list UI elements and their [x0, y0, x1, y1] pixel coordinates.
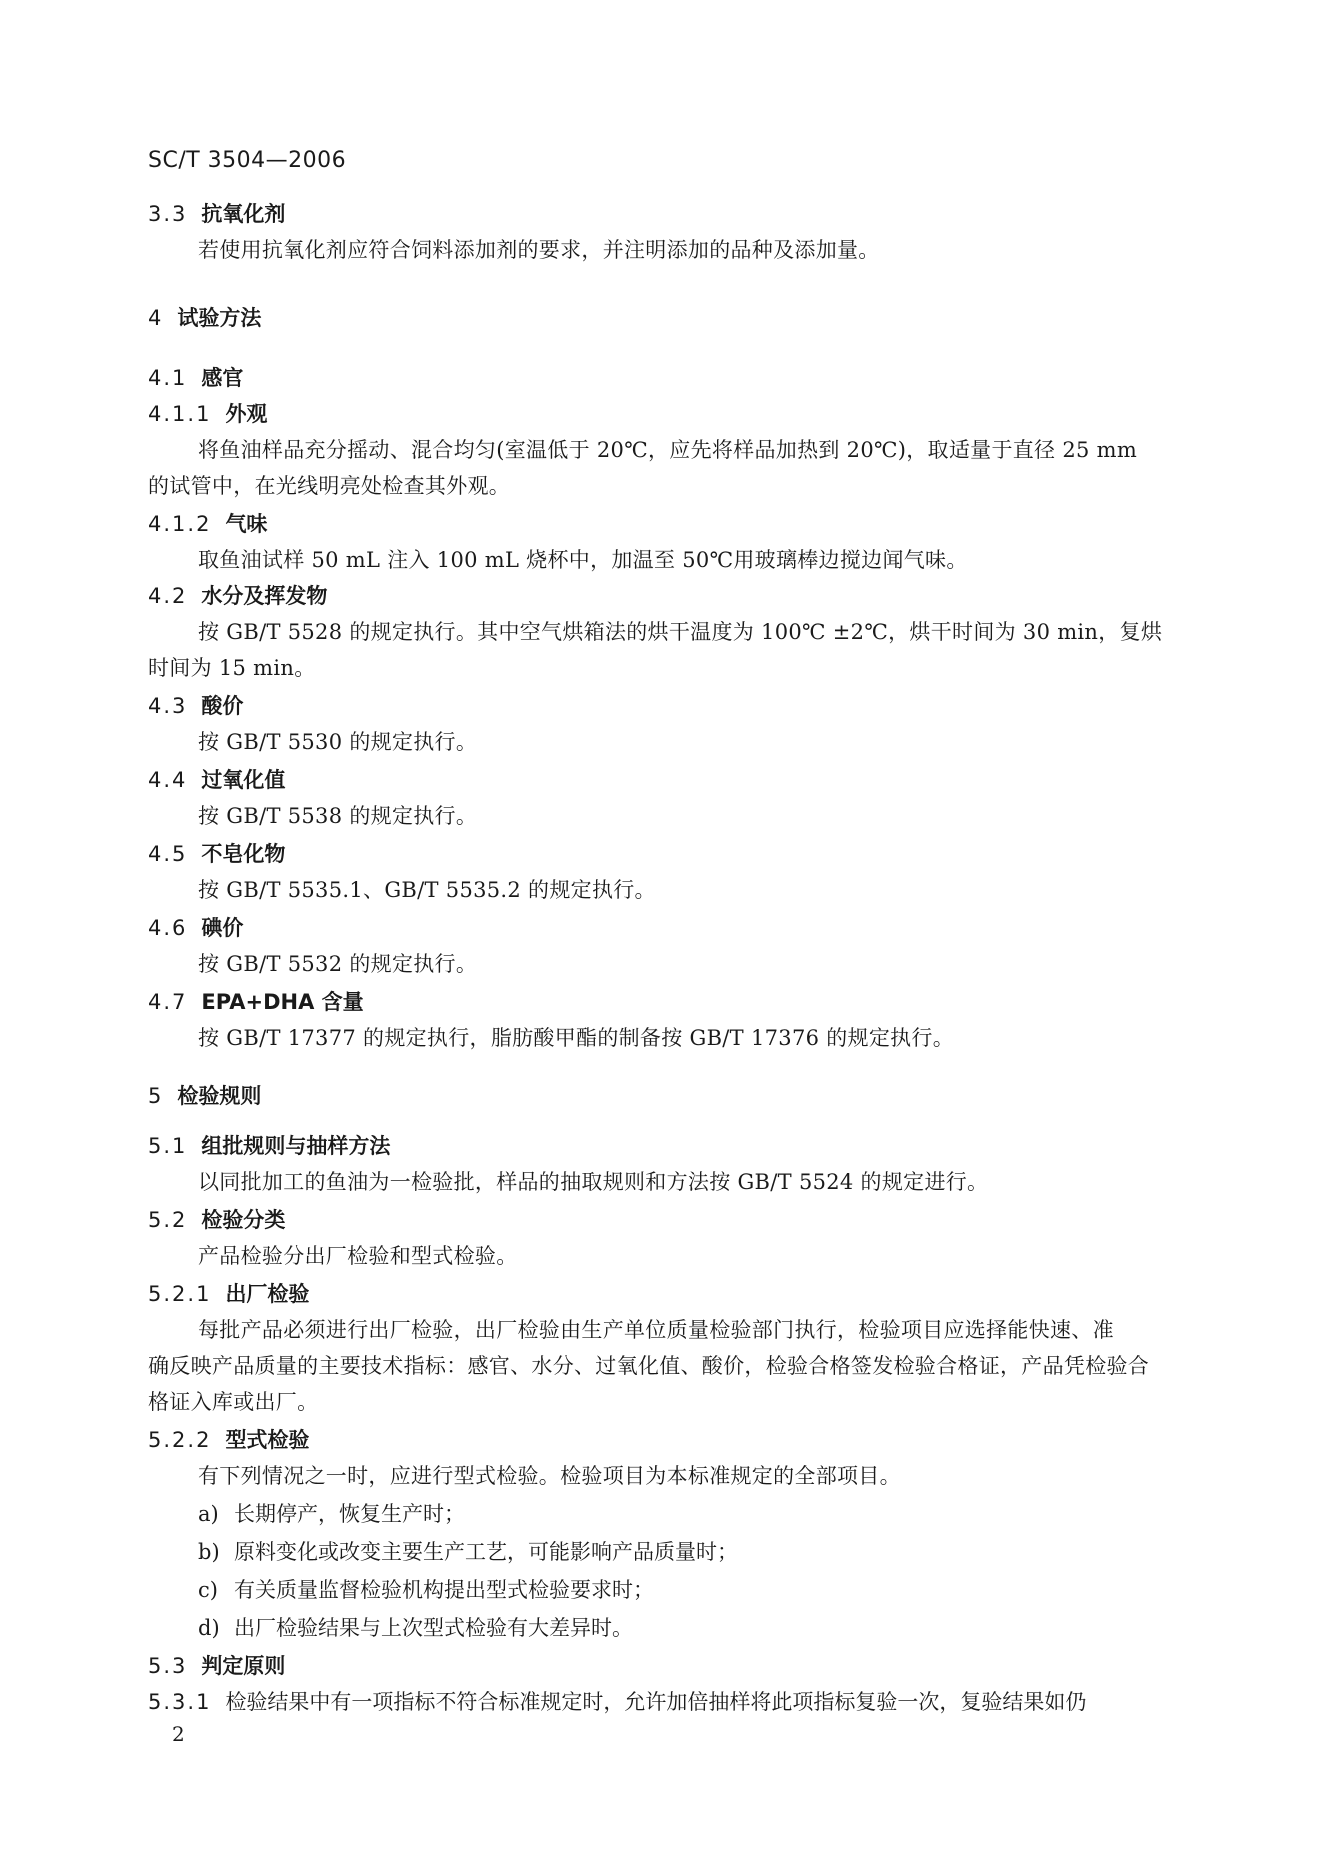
section-number: 4.3 [148, 694, 188, 718]
section-title: 水分及挥发物 [201, 584, 328, 608]
section-4-2-text-line1: 按 GB/T 5528 的规定执行。其中空气烘箱法的烘干温度为 100℃ ±2℃，烘干时间为 30 min，复烘 [198, 620, 1163, 644]
section-5-2-1-heading [148, 1278, 309, 1308]
section-number: 4.2 [148, 584, 188, 608]
section-number: 5 [148, 1084, 164, 1108]
section-5-1-text: 以同批加工的鱼油为一检验批，样品的抽取规则和方法按 GB/T 5524 的规定进行。 [198, 1170, 989, 1194]
section-text: 检验结果中有一项指标不符合标准规定时，允许加倍抽样将此项指标复验一次，复验结果如仍 [225, 1690, 1087, 1714]
section-title: 抗氧化剂 [201, 202, 286, 226]
section-4-4-text: 按 GB/T 5538 的规定执行。 [198, 804, 478, 828]
list-text: 原料变化或改变主要生产工艺，可能影响产品质量时； [234, 1540, 738, 1564]
section-title: 出厂检验 [225, 1282, 310, 1306]
list-marker: d) [198, 1616, 220, 1640]
section-4-2-heading [148, 580, 327, 610]
list-text: 出厂检验结果与上次型式检验有大差异时。 [234, 1616, 633, 1640]
list-item [198, 1536, 738, 1566]
section-4-1-1-text-line1: 将鱼油样品充分摇动、混合均匀(室温低于 20℃，应先将样品加热到 20℃)，取适量于直径 25 mm [198, 438, 1138, 462]
section-title: 检验规则 [177, 1084, 262, 1108]
section-number: 5.3 [148, 1654, 188, 1678]
section-4-5-heading [148, 838, 285, 868]
section-4-1-2-text: 取鱼油试样 50 mL 注入 100 mL 烧杯中，加温至 50℃用玻璃棒边搅边闻气味。 [198, 548, 968, 572]
section-title: 组批规则与抽样方法 [201, 1134, 391, 1158]
section-number: 4.1.1 [148, 402, 212, 426]
section-4-3-text: 按 GB/T 5530 的规定执行。 [198, 730, 478, 754]
section-4-1-heading [148, 362, 243, 392]
section-title: 感官 [201, 366, 244, 390]
section-5-heading [148, 1080, 261, 1110]
page-number: 2 [172, 1722, 185, 1746]
section-5-2-2-heading [148, 1424, 309, 1454]
list-item [198, 1612, 633, 1642]
list-marker: a) [198, 1502, 219, 1526]
section-number: 5.2.2 [148, 1428, 212, 1452]
section-number: 5.3.1 [148, 1690, 212, 1714]
section-5-2-1-text-line2: 确反映产品质量的主要技术指标：感官、水分、过氧化值、酸价，检验合格签发检验合格证，产品凭检验合 [148, 1354, 1150, 1378]
section-4-2-text-line2: 时间为 15 min。 [148, 656, 316, 680]
section-5-1-heading [148, 1130, 390, 1160]
standard-code: SC/T 3504—2006 [148, 148, 347, 173]
section-5-3-1-paragraph [148, 1686, 1086, 1716]
section-number: 4.6 [148, 916, 188, 940]
list-marker: c) [198, 1578, 218, 1602]
section-4-heading [148, 302, 261, 332]
list-marker: b) [198, 1540, 220, 1564]
section-title: 判定原则 [201, 1654, 286, 1678]
section-number: 5.2.1 [148, 1282, 212, 1306]
list-item [198, 1574, 654, 1604]
section-4-1-1-text-line2: 的试管中，在光线明亮处检查其外观。 [148, 474, 511, 498]
section-4-6-text: 按 GB/T 5532 的规定执行。 [198, 952, 478, 976]
section-4-7-text: 按 GB/T 17377 的规定执行，脂肪酸甲酯的制备按 GB/T 17376 的规定执行。 [198, 1026, 955, 1050]
section-number: 4 [148, 306, 164, 330]
section-number: 5.2 [148, 1208, 188, 1232]
section-5-2-1-text-line1: 每批产品必须进行出厂检验，出厂检验由生产单位质量检验部门执行，检验项目应选择能快速、准 [198, 1318, 1114, 1342]
section-3-3-text: 若使用抗氧化剂应符合饲料添加剂的要求，并注明添加的品种及添加量。 [198, 238, 880, 262]
section-title: 酸价 [201, 694, 244, 718]
section-3-3-heading [148, 198, 285, 228]
section-number: 4.5 [148, 842, 188, 866]
section-title: 型式检验 [225, 1428, 310, 1452]
list-text: 有关质量监督检验机构提出型式检验要求时； [234, 1578, 654, 1602]
section-5-2-2-text: 有下列情况之一时，应进行型式检验。检验项目为本标准规定的全部项目。 [198, 1464, 901, 1488]
section-title: 过氧化值 [201, 768, 286, 792]
section-title: 碘价 [201, 916, 244, 940]
section-5-3-heading [148, 1650, 285, 1680]
section-title: EPA+DHA 含量 [201, 990, 364, 1014]
section-5-2-1-text-line3: 格证入库或出厂。 [148, 1390, 319, 1414]
section-number: 5.1 [148, 1134, 188, 1158]
section-4-1-2-heading [148, 508, 267, 538]
section-5-2-heading [148, 1204, 285, 1234]
list-text: 长期停产，恢复生产时； [234, 1502, 465, 1526]
section-title: 检验分类 [201, 1208, 286, 1232]
section-number: 4.4 [148, 768, 188, 792]
section-4-6-heading [148, 912, 243, 942]
section-4-1-1-heading [148, 398, 267, 428]
section-4-5-text: 按 GB/T 5535.1、GB/T 5535.2 的规定执行。 [198, 878, 656, 902]
section-5-2-text: 产品检验分出厂检验和型式检验。 [198, 1244, 518, 1268]
section-title: 试验方法 [177, 306, 262, 330]
section-title: 外观 [225, 402, 268, 426]
section-title: 气味 [225, 512, 268, 536]
section-4-7-heading [148, 986, 364, 1016]
list-item [198, 1498, 465, 1528]
section-4-4-heading [148, 764, 285, 794]
section-title: 不皂化物 [201, 842, 286, 866]
section-number: 4.1.2 [148, 512, 212, 536]
section-number: 4.1 [148, 366, 188, 390]
section-number: 4.7 [148, 990, 188, 1014]
section-4-3-heading [148, 690, 243, 720]
section-number: 3.3 [148, 202, 188, 226]
